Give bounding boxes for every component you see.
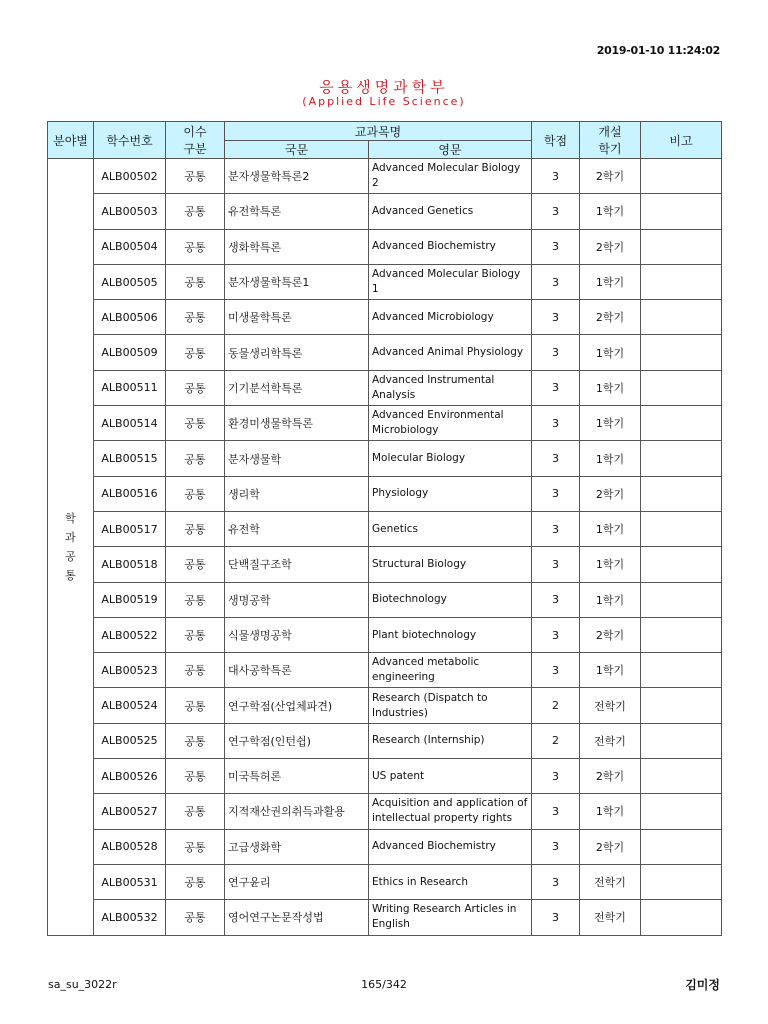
course-type-cell: 공통 — [166, 476, 225, 511]
course-code-cell: ALB00532 — [94, 900, 166, 935]
course-type-cell: 공통 — [166, 617, 225, 652]
course-code-cell: ALB00518 — [94, 547, 166, 582]
course-remarks-cell — [641, 335, 722, 370]
course-korean-name-cell: 연구윤리 — [225, 864, 369, 899]
table-row — [48, 194, 722, 229]
course-english-name-cell: Structural Biology — [369, 547, 532, 582]
course-remarks-cell — [641, 476, 722, 511]
course-semester-cell: 2학기 — [580, 300, 641, 335]
course-credits-cell: 2 — [532, 688, 580, 723]
course-code-cell: ALB00523 — [94, 653, 166, 688]
course-semester-cell: 2학기 — [580, 229, 641, 264]
course-english-name-cell: Advanced Animal Physiology — [369, 335, 532, 370]
header-type-line1: 이수 — [183, 125, 207, 139]
course-type-cell: 공통 — [166, 829, 225, 864]
course-credits-cell: 3 — [532, 229, 580, 264]
course-korean-name-cell: 동물생리학특론 — [225, 335, 369, 370]
course-semester-cell: 2학기 — [580, 759, 641, 794]
course-credits-cell: 3 — [532, 547, 580, 582]
course-korean-name-cell: 지적재산권의취득과활용 — [225, 794, 369, 829]
field-group-char: 공 — [65, 549, 76, 563]
course-credits-cell: 3 — [532, 582, 580, 617]
course-code-cell: ALB00516 — [94, 476, 166, 511]
course-korean-name-cell: 생명공학 — [225, 582, 369, 617]
course-english-name-cell: US patent — [369, 759, 532, 794]
course-table — [47, 121, 722, 936]
course-korean-name-cell: 연구학점(산업체파견) — [225, 688, 369, 723]
course-remarks-cell — [641, 582, 722, 617]
course-english-name-cell: Advanced Biochemistry — [369, 229, 532, 264]
header-credits: 학점 — [532, 122, 580, 159]
course-remarks-cell — [641, 406, 722, 441]
course-korean-name-cell: 생화학특론 — [225, 229, 369, 264]
course-remarks-cell — [641, 653, 722, 688]
course-remarks-cell — [641, 617, 722, 652]
course-english-name-cell: Plant biotechnology — [369, 617, 532, 652]
course-credits-cell: 3 — [532, 441, 580, 476]
course-semester-cell: 1학기 — [580, 194, 641, 229]
course-type-cell: 공통 — [166, 547, 225, 582]
course-korean-name-cell: 분자생물학 — [225, 441, 369, 476]
course-type-cell: 공통 — [166, 300, 225, 335]
table-row — [48, 441, 722, 476]
course-code-cell: ALB00502 — [94, 159, 166, 194]
course-semester-cell: 2학기 — [580, 476, 641, 511]
table-row — [48, 794, 722, 829]
course-remarks-cell — [641, 759, 722, 794]
course-korean-name-cell: 환경미생물학특론 — [225, 406, 369, 441]
course-semester-cell: 전학기 — [580, 688, 641, 723]
table-row — [48, 370, 722, 405]
course-type-cell: 공통 — [166, 229, 225, 264]
field-group-char: 통 — [65, 568, 76, 582]
page-title: 응용생명과학부 — [319, 78, 449, 96]
course-code-cell: ALB00514 — [94, 406, 166, 441]
course-english-name-cell: Biotechnology — [369, 582, 532, 617]
header-type-line2: 구분 — [183, 142, 207, 156]
course-semester-cell: 2학기 — [580, 159, 641, 194]
course-english-name-cell: Advanced Instrumental Analysis — [369, 370, 532, 405]
course-credits-cell: 3 — [532, 794, 580, 829]
header-course-name: 교과목명 — [225, 122, 532, 141]
course-english-name-cell: Advanced Molecular Biology 2 — [369, 159, 532, 194]
course-credits-cell: 3 — [532, 335, 580, 370]
course-korean-name-cell: 생리학 — [225, 476, 369, 511]
course-semester-cell: 전학기 — [580, 723, 641, 758]
table-row — [48, 900, 722, 935]
course-code-cell: ALB00517 — [94, 511, 166, 546]
course-korean-name-cell: 유전학특론 — [225, 194, 369, 229]
course-korean-name-cell: 분자생물학특론2 — [225, 159, 369, 194]
course-type-cell: 공통 — [166, 335, 225, 370]
course-english-name-cell: Advanced Environmental Microbiology — [369, 406, 532, 441]
course-english-name-cell: Genetics — [369, 511, 532, 546]
course-credits-cell: 3 — [532, 159, 580, 194]
course-type-cell: 공통 — [166, 900, 225, 935]
course-credits-cell: 3 — [532, 476, 580, 511]
course-code-cell: ALB00525 — [94, 723, 166, 758]
course-credits-cell: 3 — [532, 370, 580, 405]
table-row — [48, 264, 722, 299]
course-korean-name-cell: 대사공학특론 — [225, 653, 369, 688]
course-korean-name-cell: 단백질구조학 — [225, 547, 369, 582]
course-credits-cell: 3 — [532, 264, 580, 299]
table-row — [48, 582, 722, 617]
course-credits-cell: 3 — [532, 864, 580, 899]
table-row — [48, 688, 722, 723]
course-credits-cell: 3 — [532, 511, 580, 546]
course-korean-name-cell: 미생물학특론 — [225, 300, 369, 335]
course-english-name-cell: Acquisition and application of intellectual property rights — [369, 794, 532, 829]
course-remarks-cell — [641, 688, 722, 723]
table-row — [48, 829, 722, 864]
header-code: 학수번호 — [94, 122, 166, 159]
course-semester-cell: 1학기 — [580, 582, 641, 617]
table-row — [48, 617, 722, 652]
course-type-cell: 공통 — [166, 759, 225, 794]
course-code-cell: ALB00526 — [94, 759, 166, 794]
header-type — [166, 122, 225, 159]
course-remarks-cell — [641, 370, 722, 405]
course-credits-cell: 3 — [532, 653, 580, 688]
course-english-name-cell: Research (Dispatch to Industries) — [369, 688, 532, 723]
course-code-cell: ALB00527 — [94, 794, 166, 829]
course-credits-cell: 3 — [532, 829, 580, 864]
header-field: 분야별 — [48, 122, 94, 159]
course-remarks-cell — [641, 794, 722, 829]
course-type-cell: 공통 — [166, 370, 225, 405]
course-semester-cell: 1학기 — [580, 794, 641, 829]
course-korean-name-cell: 영어연구논문작성법 — [225, 900, 369, 935]
course-semester-cell: 1학기 — [580, 264, 641, 299]
course-remarks-cell — [641, 194, 722, 229]
course-semester-cell: 1학기 — [580, 653, 641, 688]
course-remarks-cell — [641, 264, 722, 299]
course-remarks-cell — [641, 159, 722, 194]
course-code-cell: ALB00524 — [94, 688, 166, 723]
table-row — [48, 159, 722, 194]
course-type-cell: 공통 — [166, 441, 225, 476]
course-semester-cell: 1학기 — [580, 406, 641, 441]
course-remarks-cell — [641, 900, 722, 935]
course-type-cell: 공통 — [166, 723, 225, 758]
course-english-name-cell: Advanced Molecular Biology 1 — [369, 264, 532, 299]
course-credits-cell: 2 — [532, 723, 580, 758]
course-table-body — [48, 159, 722, 936]
course-code-cell: ALB00503 — [94, 194, 166, 229]
course-type-cell: 공통 — [166, 264, 225, 299]
course-semester-cell: 1학기 — [580, 441, 641, 476]
course-remarks-cell — [641, 829, 722, 864]
course-code-cell: ALB00506 — [94, 300, 166, 335]
field-group-char: 과 — [65, 530, 76, 544]
course-english-name-cell: Advanced Microbiology — [369, 300, 532, 335]
course-type-cell: 공통 — [166, 653, 225, 688]
course-semester-cell: 1학기 — [580, 335, 641, 370]
course-type-cell: 공통 — [166, 582, 225, 617]
table-row — [48, 547, 722, 582]
course-korean-name-cell: 미국특허론 — [225, 759, 369, 794]
course-semester-cell: 전학기 — [580, 864, 641, 899]
course-code-cell: ALB00511 — [94, 370, 166, 405]
footer-page-number: 165/342 — [361, 978, 407, 991]
course-english-name-cell: Physiology — [369, 476, 532, 511]
course-english-name-cell: Ethics in Research — [369, 864, 532, 899]
course-type-cell: 공통 — [166, 511, 225, 546]
table-row — [48, 406, 722, 441]
course-code-cell: ALB00504 — [94, 229, 166, 264]
course-code-cell: ALB00509 — [94, 335, 166, 370]
course-credits-cell: 3 — [532, 406, 580, 441]
course-code-cell: ALB00505 — [94, 264, 166, 299]
course-remarks-cell — [641, 723, 722, 758]
field-group-cell — [48, 159, 94, 936]
table-row — [48, 511, 722, 546]
course-english-name-cell: Writing Research Articles in English — [369, 900, 532, 935]
course-type-cell: 공통 — [166, 688, 225, 723]
course-korean-name-cell: 분자생물학특론1 — [225, 264, 369, 299]
footer-author: 김미정 — [685, 978, 720, 992]
course-credits-cell: 3 — [532, 900, 580, 935]
table-row — [48, 229, 722, 264]
course-semester-cell: 전학기 — [580, 900, 641, 935]
course-code-cell: ALB00531 — [94, 864, 166, 899]
course-korean-name-cell: 연구학점(인턴쉽) — [225, 723, 369, 758]
course-credits-cell: 3 — [532, 759, 580, 794]
course-remarks-cell — [641, 511, 722, 546]
header-english: 영문 — [369, 141, 532, 159]
table-row — [48, 653, 722, 688]
course-type-cell: 공통 — [166, 159, 225, 194]
page-subtitle: (Applied Life Science) — [302, 95, 466, 108]
course-credits-cell: 3 — [532, 300, 580, 335]
course-english-name-cell: Research (Internship) — [369, 723, 532, 758]
course-type-cell: 공통 — [166, 864, 225, 899]
course-remarks-cell — [641, 441, 722, 476]
course-type-cell: 공통 — [166, 194, 225, 229]
table-row — [48, 723, 722, 758]
course-korean-name-cell: 고급생화학 — [225, 829, 369, 864]
course-remarks-cell — [641, 547, 722, 582]
course-type-cell: 공통 — [166, 406, 225, 441]
course-code-cell: ALB00528 — [94, 829, 166, 864]
course-korean-name-cell: 기기분석학특론 — [225, 370, 369, 405]
course-credits-cell: 3 — [532, 194, 580, 229]
table-row — [48, 759, 722, 794]
course-type-cell: 공통 — [166, 794, 225, 829]
course-semester-cell: 1학기 — [580, 511, 641, 546]
course-semester-cell: 2학기 — [580, 829, 641, 864]
header-semester-line1: 개설 — [598, 125, 622, 139]
course-code-cell: ALB00519 — [94, 582, 166, 617]
course-semester-cell: 1학기 — [580, 370, 641, 405]
course-english-name-cell: Advanced Biochemistry — [369, 829, 532, 864]
course-credits-cell: 3 — [532, 617, 580, 652]
course-korean-name-cell: 식물생명공학 — [225, 617, 369, 652]
course-english-name-cell: Advanced metabolic engineering — [369, 653, 532, 688]
course-code-cell: ALB00515 — [94, 441, 166, 476]
course-remarks-cell — [641, 229, 722, 264]
course-english-name-cell: Advanced Genetics — [369, 194, 532, 229]
course-code-cell: ALB00522 — [94, 617, 166, 652]
course-semester-cell: 1학기 — [580, 547, 641, 582]
course-semester-cell: 2학기 — [580, 617, 641, 652]
header-korean: 국문 — [225, 141, 369, 159]
header-remarks: 비고 — [641, 122, 722, 159]
table-row — [48, 335, 722, 370]
table-row — [48, 476, 722, 511]
course-korean-name-cell: 유전학 — [225, 511, 369, 546]
timestamp: 2019-01-10 11:24:02 — [596, 44, 720, 57]
table-row — [48, 864, 722, 899]
field-group-char: 학 — [65, 511, 76, 525]
course-remarks-cell — [641, 864, 722, 899]
header-semester-line2: 학기 — [598, 142, 622, 156]
course-english-name-cell: Molecular Biology — [369, 441, 532, 476]
table-row — [48, 300, 722, 335]
course-remarks-cell — [641, 300, 722, 335]
footer-doc-id: sa_su_3022r — [48, 978, 117, 991]
header-semester — [580, 122, 641, 159]
